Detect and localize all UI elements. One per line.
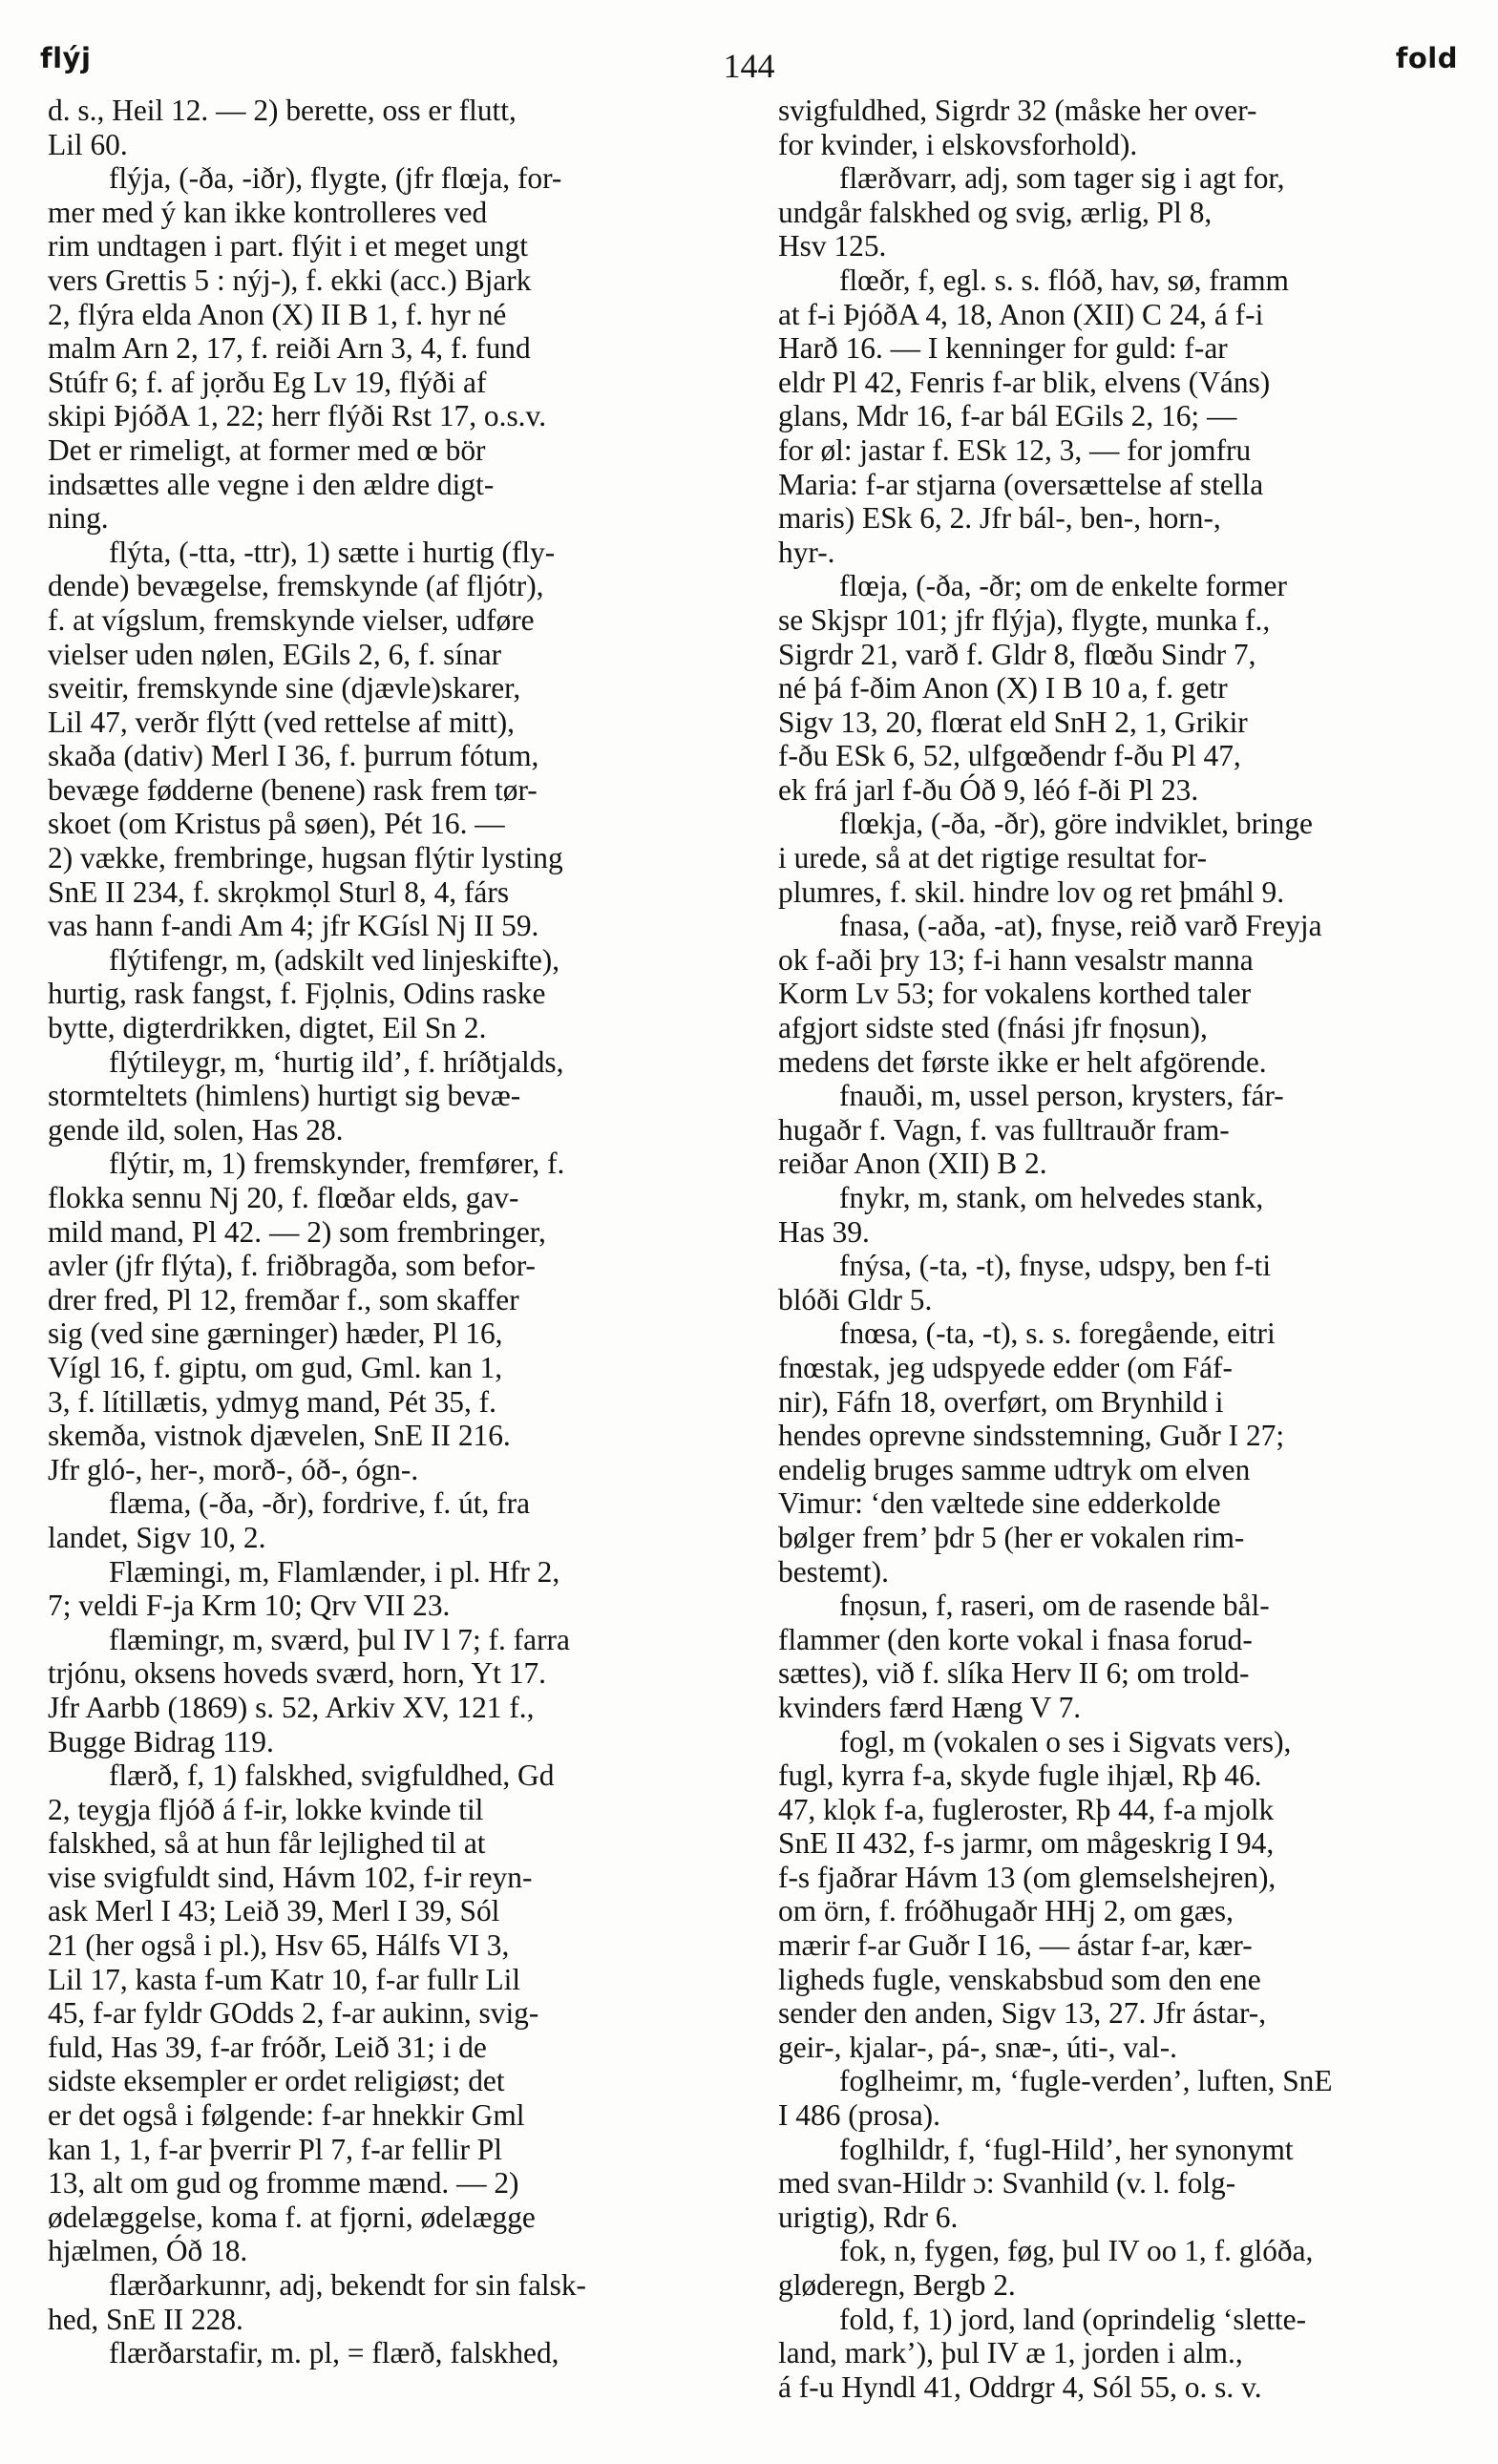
entry-line: bestemt). (778, 1554, 889, 1589)
entry-line: nir), Fáfn 18, overført, om Brynhild i (778, 1384, 1224, 1419)
entry-line: undgår falskhed og svig, ærlig, Pl 8, (778, 195, 1213, 229)
entry-line: vise svigfuldt sind, Hávm 102, f-ir reyn- (48, 1860, 533, 1894)
entry-first-line: flærð, f, 1) falskhed, svigfuldhed, Gd (109, 1758, 555, 1793)
entry-line: indsættes alle vegne i den ældre digt- (48, 467, 495, 501)
entry-line: maris) ESk 6, 2. Jfr bál-, ben-, horn-, (778, 501, 1221, 536)
entry-line: malm Arn 2, 17, f. reiði Arn 3, 4, f. fund (48, 331, 531, 366)
entry-line: Bugge Bidrag 119. (48, 1724, 274, 1758)
entry-line: né þá f-ðim Anon (X) I B 10 a, f. getr (778, 671, 1228, 706)
entry-first-line: flœðr, f, egl. s. s. flóð, hav, sø, framm (839, 263, 1289, 297)
entry-line: 13, alt om gud og fromme mænd. — 2) (48, 2166, 519, 2201)
entry-first-line: foglheimr, m, ‘fugle-verden’, luften, SnE (839, 2064, 1333, 2098)
entry-line: geir-, kjalar-, pá-, snæ-, úti-, val-. (778, 2030, 1178, 2064)
entry-first-line: flœkja, (-ða, -ðr), göre indviklet, bringe (839, 807, 1313, 841)
entry-line: endelig bruges samme udtryk om elven (778, 1452, 1251, 1486)
entry-first-line: fok, n, fygen, føg, þul IV oo 1, f. glóða, (839, 2234, 1314, 2268)
entry-line: urigtig), Rdr 6. (778, 2200, 959, 2234)
entry-line: f. at vígslum, fremskynde vielser, udføre (48, 602, 535, 637)
entry-line: 45, f-ar fyldr GOdds 2, f-ar aukinn, svig- (48, 1996, 539, 2031)
left-column (48, 94, 716, 2370)
entry-line: mærir f-ar Guðr I 16, — ástar f-ar, kær- (778, 1928, 1253, 1963)
entry-line: at f-i ÞjóðA 4, 18, Anon (XII) C 24, á f-i (778, 297, 1264, 331)
entry-line: glans, Mdr 16, f-ar bál EGils 2, 16; — (778, 399, 1237, 433)
entry-first-line: flýtifengr, m, (adskilt ved linjeskifte), (109, 942, 560, 977)
running-header (40, 36, 1458, 86)
entry-line: 2, flýra elda Anon (X) II B 1, f. hyr né (48, 297, 507, 331)
entry-line: Harð 16. — I kenninger for guld: f-ar (778, 331, 1228, 366)
entry-line: gløderegn, Bergb 2. (778, 2268, 1016, 2302)
entry-line: hjælmen, Óð 18. (48, 2234, 248, 2268)
entry-line: Lil 17, kasta f-um Katr 10, f-ar fullr Lil (48, 1962, 521, 1996)
entry-line: hurtig, rask fangst, f. Fjọlnis, Odins raske (48, 977, 546, 1011)
entry-first-line: flæmingr, m, sværd, þul IV l 7; f. farra (109, 1622, 570, 1656)
entry-line: hed, SnE II 228. (48, 2302, 243, 2336)
entry-line: kan 1, 1, f-ar þverrir Pl 7, f-ar fellir Pl (48, 2132, 502, 2166)
entry-line: sidste eksempler er ordet religiøst; det (48, 2064, 505, 2098)
entry-line: vas hann f-andi Am 4; jfr KGísl Nj II 59. (48, 909, 539, 943)
entry-first-line: fnasa, (-aða, -at), fnyse, reið varð Freyja (839, 909, 1322, 943)
left-running-headword: flýj (40, 42, 92, 74)
entry-line: for øl: jastar f. ESk 12, 3, — for jomfru (778, 432, 1252, 467)
entry-line: ask Merl I 43; Leið 39, Merl I 39, Sól (48, 1894, 500, 1928)
entry-line: med svan-Hildr ɔ: Svanhild (v. l. folg- (778, 2166, 1236, 2201)
entry-line: avler (jfr flýta), f. friðbragða, som befor- (48, 1249, 536, 1283)
entry-line: Sigv 13, 20, flœrat eld SnH 2, 1, Grikir (778, 705, 1248, 739)
entry-line: kvinders færd Hæng V 7. (778, 1690, 1082, 1724)
entry-line: ligheds fugle, venskabsbud som den ene (778, 1962, 1261, 1996)
entry-line: mer med ý kan ikke kontrolleres ved (48, 195, 488, 229)
entry-first-line: Flæmingi, m, Flamlænder, i pl. Hfr 2, (109, 1554, 560, 1589)
entry-line: mild mand, Pl 42. — 2) som frembringer, (48, 1214, 546, 1249)
entry-line: SnE II 234, f. skrọkmọl Sturl 8, 4, fárs (48, 874, 510, 909)
entry-line: sig (ved sine gærninger) hæder, Pl 16, (48, 1316, 503, 1351)
entry-first-line: flýta, (-tta, -ttr), 1) sætte i hurtig (fly- (109, 535, 556, 569)
entry-line: hyr-. (778, 535, 835, 569)
entry-line: Korm Lv 53; for vokalens korthed taler (778, 977, 1252, 1011)
entry-line: dende) bevægelse, fremskynde (af fljótr), (48, 569, 544, 603)
entry-first-line: fnọsun, f, raseri, om de rasende bål- (839, 1589, 1270, 1623)
right-column (778, 94, 1446, 2404)
entry-line: reiðar Anon (XII) B 2. (778, 1147, 1047, 1181)
entry-line: flokka sennu Nj 20, f. flœðar elds, gav- (48, 1181, 519, 1214)
entry-line: Hsv 125. (778, 229, 887, 263)
entry-line: stormteltets (himlens) hurtigt sig bevæ- (48, 1079, 521, 1113)
entry-line: bølger frem’ þdr 5 (her er vokalen rim- (778, 1520, 1245, 1554)
entry-line: sender den anden, Sigv 13, 27. Jfr ástar-, (778, 1996, 1267, 2031)
entry-first-line: fold, f, 1) jord, land (oprindelig ‘slette- (839, 2302, 1307, 2336)
entry-line: 47, klọk f-a, fugleroster, Rþ 44, f-a mjolk (778, 1792, 1275, 1826)
entry-first-line: flæma, (-ða, -ðr), fordrive, f. út, fra (109, 1486, 531, 1521)
entry-line: Sigrdr 21, varð f. Gldr 8, flœðu Sindr 7, (778, 637, 1256, 671)
entry-line: Has 39. (778, 1214, 870, 1249)
entry-line: Vígl 16, f. giptu, om gud, Gml. kan 1, (48, 1350, 503, 1384)
entry-line: afgjort sidste sted (fnási jfr fnọsun), (778, 1011, 1208, 1045)
entry-line: ok f-aði þry 13; f-i hann vesalstr manna (778, 942, 1254, 977)
entry-first-line: fogl, m (vokalen o ses i Sigvats vers), (839, 1724, 1292, 1758)
entry-line: skoet (om Kristus på søen), Pét 16. — (48, 807, 505, 841)
entry-line: fugl, kyrra f-a, skyde fugle ihjæl, Rþ 46. (778, 1758, 1262, 1793)
entry-line: á f-u Hyndl 41, Oddrgr 4, Sól 55, o. s. v. (778, 2369, 1262, 2404)
right-running-headword: fold (1395, 42, 1458, 74)
entry-line: ødelæggelse, koma f. at fjọrni, ødelægge (48, 2200, 536, 2234)
entry-first-line: flýtileygr, m, ‘hurtig ild’, f. hríðtjalds, (109, 1044, 564, 1079)
entry-line: Lil 60. (48, 127, 128, 161)
entry-line: skipi ÞjóðA 1, 22; herr flýði Rst 17, o.s.v. (48, 399, 547, 433)
page-number: 144 (723, 47, 775, 85)
entry-line: 3, f. lítillætis, ydmyg mand, Pét 35, f. (48, 1384, 496, 1419)
entry-first-line: fnauði, m, ussel person, krysters, fár- (839, 1079, 1284, 1113)
entry-line: f-ðu ESk 6, 52, ulfgœðendr f-ðu Pl 47, (778, 739, 1241, 773)
entry-line: medens det første ikke er helt afgörende. (778, 1044, 1267, 1079)
entry-line: sveitir, fremskynde sine (djævle)skarer, (48, 671, 521, 706)
entry-line: falskhed, så at hun får lejlighed til at (48, 1826, 486, 1861)
entry-line: gende ild, solen, Has 28. (48, 1112, 344, 1147)
entry-line: Maria: f-ar stjarna (oversættelse af stella (778, 467, 1264, 501)
entry-line: Jfr gló-, her-, morð-, óð-, ógn-. (48, 1452, 419, 1486)
entry-line: skemða, vistnok djævelen, SnE II 216. (48, 1419, 511, 1453)
entry-line: plumres, f. skil. hindre lov og ret þmáhl 9. (778, 874, 1285, 909)
entry-line: for kvinder, i elskovsforhold). (778, 127, 1138, 161)
entry-line: sættes), við f. slíka Herv II 6; om trold- (778, 1656, 1250, 1691)
entry-first-line: flærðarkunnr, adj, bekendt for sin falsk- (109, 2268, 586, 2302)
entry-line: hendes oprevne sindsstemning, Guðr I 27; (778, 1419, 1285, 1453)
entry-first-line: flœja, (-ða, -ðr; om de enkelte former (839, 569, 1287, 603)
entry-line: blóði Gldr 5. (778, 1282, 933, 1316)
entry-line: 2) vække, frembringe, hugsan flýtir lysting (48, 841, 563, 875)
entry-line: I 486 (prosa). (778, 2098, 940, 2133)
entry-line: land, mark’), þul IV æ 1, jorden i alm., (778, 2336, 1243, 2370)
entry-line: bytte, digterdrikken, digtet, Eil Sn 2. (48, 1011, 487, 1045)
entry-first-line: fnœsa, (-ta, -t), s. s. foregående, eitri (839, 1316, 1276, 1351)
entry-line: drer fred, Pl 12, fremðar f., som skaffer (48, 1282, 519, 1316)
entry-line: Det er rimeligt, at former med œ bör (48, 432, 486, 467)
entry-line: vers Grettis 5 : nýj-), f. ekki (acc.) Bjark (48, 263, 532, 297)
entry-line: Jfr Aarbb (1869) s. 52, Arkiv XV, 121 f., (48, 1690, 535, 1724)
entry-line: 21 (her også i pl.), Hsv 65, Hálfs VI 3, (48, 1928, 510, 1963)
entry-line: 7; veldi F-ja Krm 10; Qrv VII 23. (48, 1589, 451, 1623)
entry-line: bevæge fødderne (benene) rask frem tør- (48, 772, 538, 807)
entry-line: ek frá jarl f-ðu Óð 9, léó f-ði Pl 23. (778, 772, 1199, 807)
entry-first-line: flærðarstafir, m. pl, = flærð, falskhed, (109, 2336, 559, 2370)
entry-line: er det også i følgende: f-ar hnekkir Gml (48, 2098, 525, 2133)
entry-line: hugaðr f. Vagn, f. vas fulltrauðr fram- (778, 1112, 1230, 1147)
entry-first-line: foglhildr, f, ‘fugl-Hild’, her synonymt (839, 2132, 1294, 2166)
entry-line: f-s fjaðrar Hávm 13 (om glemselshejren), (778, 1860, 1276, 1894)
entry-line: skaða (dativ) Merl I 36, f. þurrum fótum, (48, 739, 539, 773)
entry-line: 2, teygja fljóð á f-ir, lokke kvinde til (48, 1792, 484, 1826)
entry-line: d. s., Heil 12. — 2) berette, oss er flutt, (48, 94, 517, 127)
entry-line: i urede, så at det rigtige resultat for- (778, 841, 1208, 875)
entry-line: SnE II 432, f-s jarmr, om mågeskrig I 94, (778, 1826, 1275, 1861)
entry-first-line: flærðvarr, adj, som tager sig i agt for, (839, 161, 1285, 196)
entry-line: flammer (den korte vokal i fnasa forud- (778, 1622, 1253, 1656)
entry-line: svigfuldhed, Sigrdr 32 (måske her over- (778, 94, 1257, 127)
entry-line: landet, Sigv 10, 2. (48, 1520, 266, 1554)
entry-line: trjónu, oksens hoveds sværd, horn, Yt 17. (48, 1656, 546, 1691)
entry-first-line: fnýsa, (-ta, -t), fnyse, udspy, ben f-ti (839, 1249, 1272, 1283)
entry-line: fuld, Has 39, f-ar fróðr, Leið 31; i de (48, 2030, 487, 2064)
entry-line: rim undtagen i part. flýit i et meget ungt (48, 229, 529, 263)
entry-line: se Skjspr 101; jfr flýja), flygte, munka f., (778, 602, 1271, 637)
entry-line: om örn, f. fróðhugaðr HHj 2, om gæs, (778, 1894, 1234, 1928)
entry-line: Lil 47, verðr flýtt (ved rettelse af mitt), (48, 705, 516, 739)
entry-first-line: fnykr, m, stank, om helvedes stank, (839, 1181, 1264, 1214)
entry-line: ning. (48, 501, 109, 536)
entry-first-line: flýja, (-ða, -iðr), flygte, (jfr flœja, for- (109, 161, 562, 196)
entry-line: eldr Pl 42, Fenris f-ar blik, elvens (Váns) (778, 365, 1271, 399)
entry-line: fnœstak, jeg udspyede edder (om Fáf- (778, 1350, 1233, 1384)
entry-first-line: flýtir, m, 1) fremskynder, fremfører, f. (109, 1147, 565, 1181)
entry-line: Stúfr 6; f. af jọrðu Eg Lv 19, flýði af (48, 365, 487, 399)
entry-line: Vimur: ‘den væltede sine edderkolde (778, 1486, 1221, 1521)
entry-line: vielser uden nølen, EGils 2, 6, f. sínar (48, 637, 502, 671)
